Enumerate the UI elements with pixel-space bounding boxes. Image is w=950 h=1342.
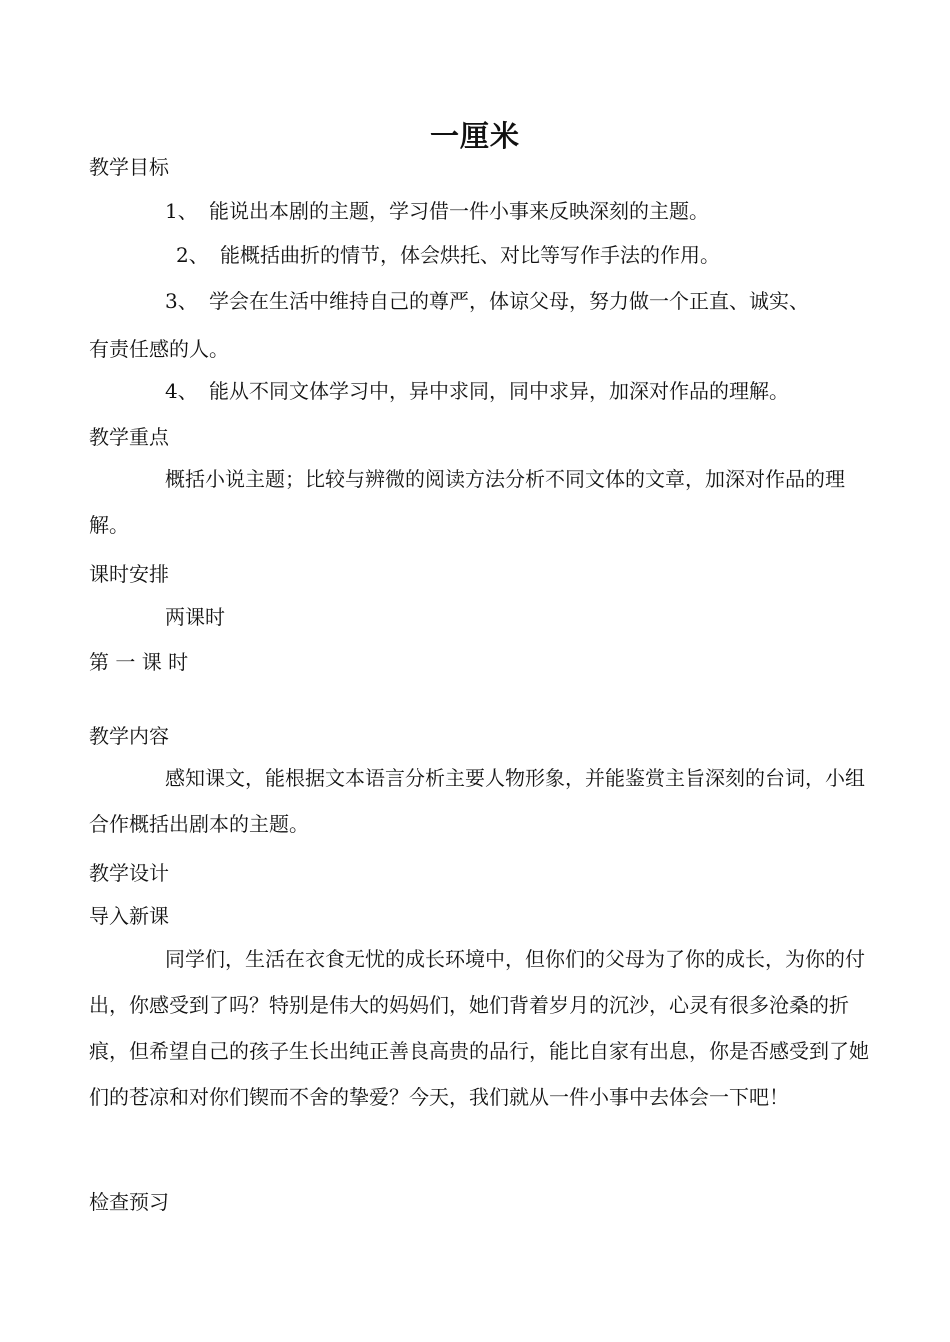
goal-text: 学会在生活中维持自己的尊严，体谅父母，努力做一个正直、诚实、: [209, 289, 809, 313]
schedule-text: 两课时: [165, 605, 225, 629]
heading-teaching-design: 教学设计: [89, 861, 169, 885]
goal-item-4: [165, 377, 789, 405]
subheading-introduction: 导入新课: [89, 904, 169, 928]
document-title: 一厘米: [429, 119, 520, 153]
goal-item-1: [165, 197, 709, 225]
heading-teaching-focus: 教学重点: [89, 425, 169, 449]
goal-number: 2、: [176, 243, 209, 267]
goal-item-3: [165, 287, 809, 315]
heading-teaching-goals: 教学目标: [89, 155, 169, 179]
goal-number: 1、: [165, 199, 198, 223]
goal-text: 能概括曲折的情节，体会烘托、对比等写作手法的作用。: [220, 243, 720, 267]
introduction-paragraph: 同学们，生活在衣食无忧的成长环境中，但你们的父母为了你的成长，为你的付出，你感受到了吗？特别是伟大的妈妈们，她们背着岁月的沉沙，心灵有很多沧桑的折痕，但希望自己的孩子生长出纯正善良高贵的品行，能比自家有出息，你是否感受到了她们的苍凉和对你们锲而不舍的挚爱？今天，我们就从一件小事中去体会一下吧！: [89, 947, 869, 1109]
lesson-one-heading: 第 一 课 时: [89, 650, 189, 674]
heading-schedule: 课时安排: [89, 562, 169, 586]
content-paragraph: 感知课文，能根据文本语言分析主要人物形象，并能鉴赏主旨深刻的台词，小组合作概括出剧本的主题。: [89, 766, 865, 836]
goal-text: 能从不同文体学习中，异中求同，同中求异，加深对作品的理解。: [209, 379, 789, 403]
heading-teaching-content: 教学内容: [89, 724, 169, 748]
goal-text: 能说出本剧的主题，学习借一件小事来反映深刻的主题。: [209, 199, 709, 223]
goal-item-2: [176, 241, 720, 269]
goal-number: 3、: [165, 289, 198, 313]
focus-paragraph: 概括小说主题；比较与辨微的阅读方法分析不同文体的文章，加深对作品的理解。: [89, 467, 845, 537]
goal-number: 4、: [165, 379, 198, 403]
goal-item-3-continued: 有责任感的人。: [89, 337, 229, 361]
subheading-preview-check: 检查预习: [89, 1190, 169, 1214]
